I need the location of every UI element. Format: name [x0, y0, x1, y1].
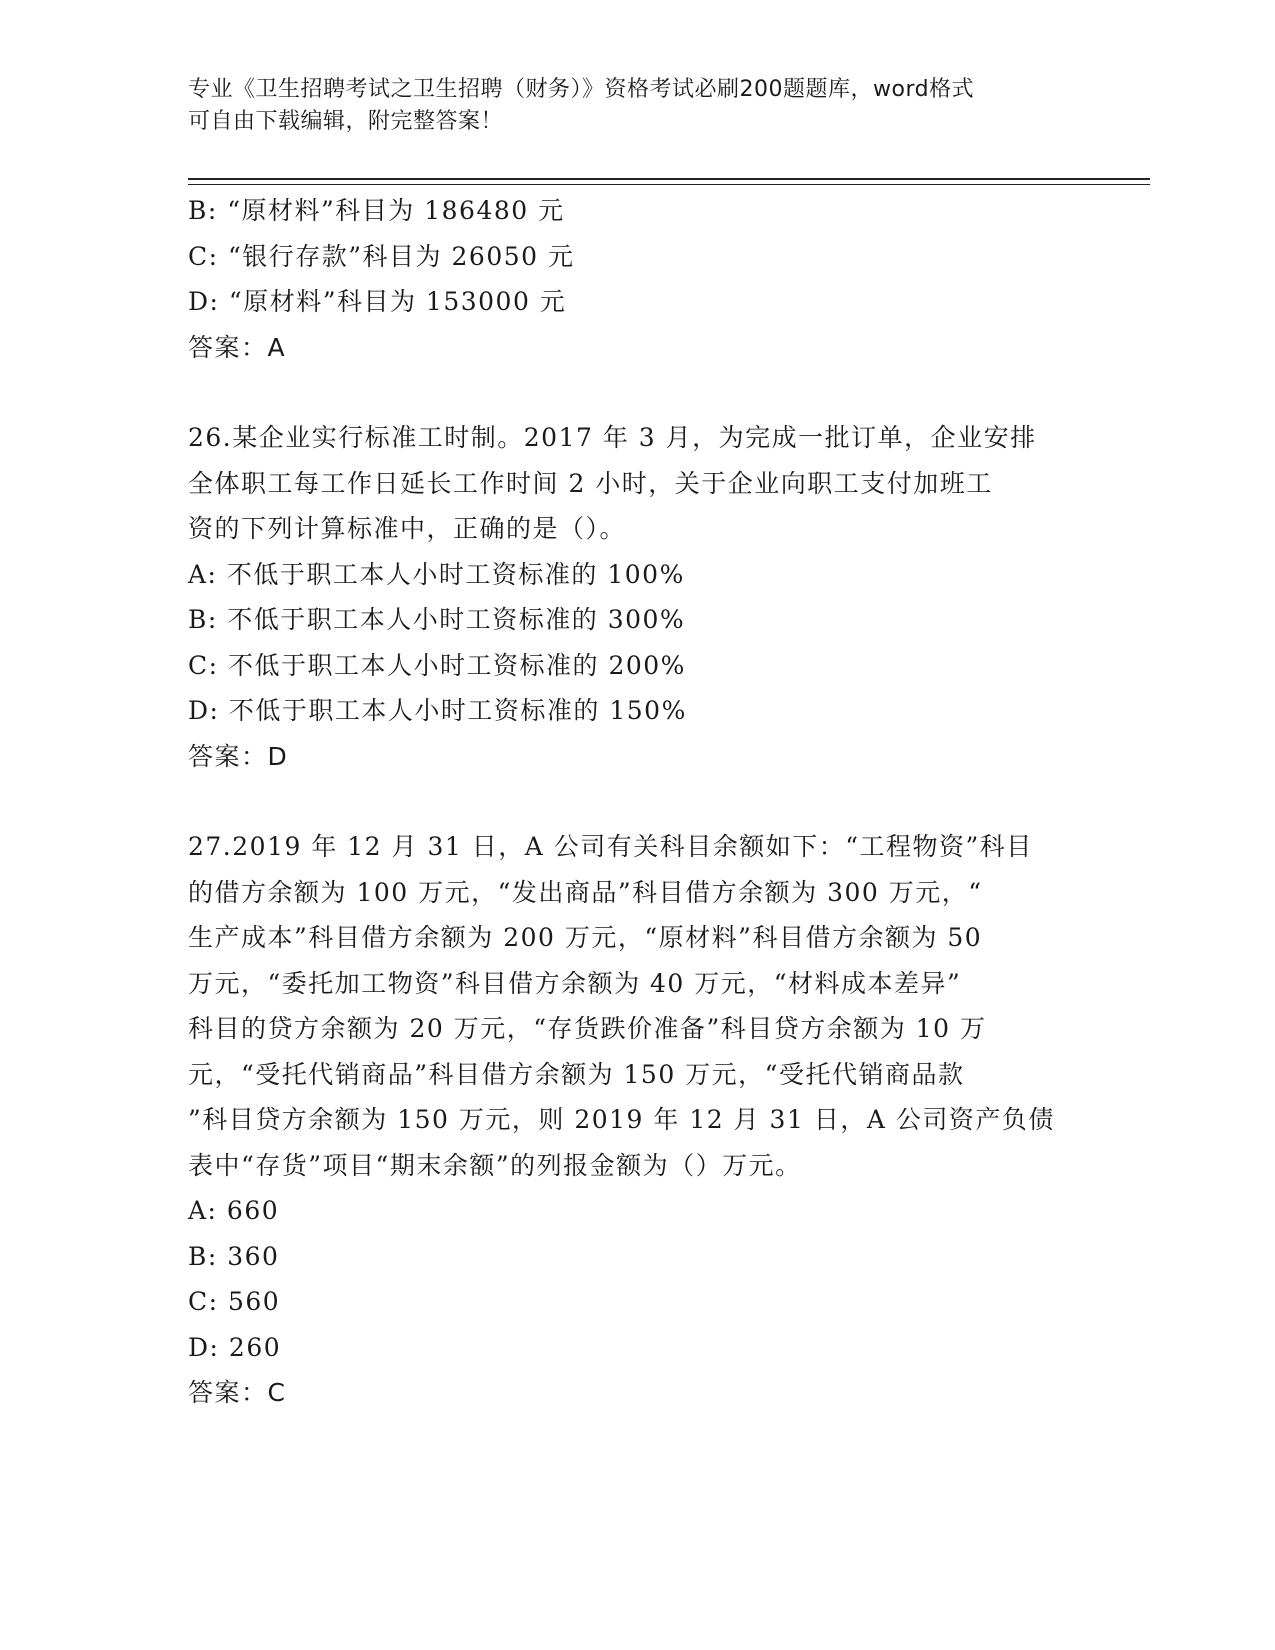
answer: 答案：D	[188, 741, 289, 771]
question-text-line: 表中“存货”项目“期末余额”的列报金额为（）万元。	[188, 1150, 802, 1180]
header-line-2: 可自由下载编辑，附完整答案！	[188, 109, 504, 134]
option-b: B: “原材料”科目为 186480 元	[188, 196, 565, 225]
page-header	[188, 74, 1068, 138]
question-text-line: 资的下列计算标准中，正确的是（）。	[188, 514, 627, 543]
question-text-line: 的借方余额为 100 万元，“发出商品”科目借方余额为 300 万元，“	[188, 877, 983, 907]
document-body	[188, 188, 1078, 1416]
question-27	[188, 824, 1078, 1416]
question-text-line: 27.2019 年 12 月 31 日，A 公司有关科目余额如下：“工程物资”科目	[188, 832, 1033, 861]
option-b: B: 360	[188, 1241, 280, 1271]
spacer	[188, 779, 1078, 824]
option-a: A: 660	[188, 1196, 280, 1225]
option-d: D: 不低于职工本人小时工资标准的 150%	[188, 696, 687, 725]
option-c: C: 560	[188, 1287, 281, 1316]
answer: 答案：C	[188, 1378, 287, 1407]
option-b: B: 不低于职工本人小时工资标准的 300%	[188, 605, 686, 634]
header-divider-thick	[188, 178, 1150, 180]
option-c: C: 不低于职工本人小时工资标准的 200%	[188, 650, 686, 680]
header-divider-thin	[188, 184, 1150, 185]
question-text-line: 科目的贷方余额为 20 万元，“存货跌价准备”科目贷方余额为 10 万	[188, 1014, 987, 1043]
option-a: A: 不低于职工本人小时工资标准的 100%	[188, 559, 685, 589]
spacer	[188, 370, 1078, 415]
question-text-line: ”科目贷方余额为 150 万元，则 2019 年 12 月 31 日，A 公司资产负债	[188, 1105, 1055, 1134]
question-text-line: 26.某企业实行标准工时制。2017 年 3 月，为完成一批订单，企业安排	[188, 423, 1037, 452]
answer: 答案：A	[188, 332, 287, 362]
question-text-line: 生产成本”科目借方余额为 200 万元，“原材料”科目借方余额为 50	[188, 923, 983, 952]
option-d: D: 260	[188, 1332, 282, 1362]
prev-question-tail	[188, 188, 1078, 370]
option-c: C: “银行存款”科目为 26050 元	[188, 241, 575, 271]
option-d: D: “原材料”科目为 153000 元	[188, 287, 567, 316]
question-26	[188, 415, 1078, 779]
question-text-line: 全体职工每工作日延长工作时间 2 小时，关于企业向职工支付加班工	[188, 468, 993, 498]
question-text-line: 元，“受托代销商品”科目借方余额为 150 万元，“受托代销商品款	[188, 1059, 965, 1089]
question-text-line: 万元，“委托加工物资”科目借方余额为 40 万元，“材料成本差异”	[188, 968, 962, 998]
header-line-1: 专业《卫生招聘考试之卫生招聘（财务）》资格考试必刷200题题库，word格式	[188, 77, 975, 102]
